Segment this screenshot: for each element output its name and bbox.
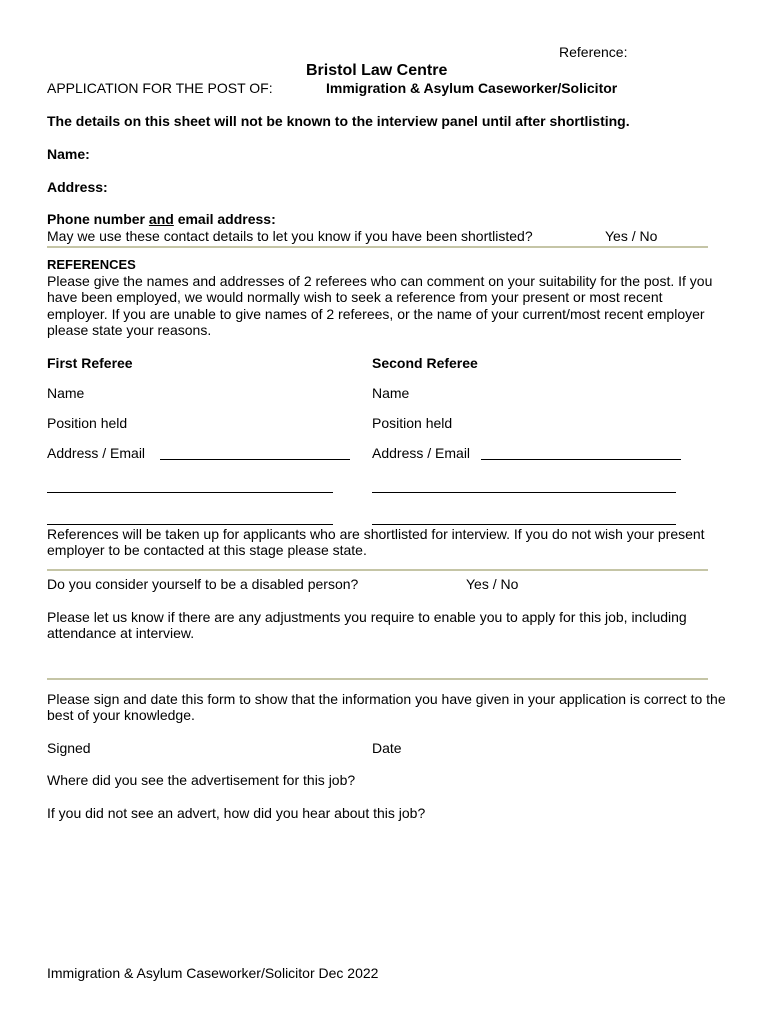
second-referee-position-label: Position held bbox=[372, 415, 453, 431]
second-referee-address-line-3[interactable] bbox=[372, 524, 676, 525]
phone-and: and bbox=[148, 211, 174, 227]
name-label: Name: bbox=[47, 146, 90, 162]
organisation-title: Bristol Law Centre bbox=[306, 62, 448, 79]
signed-label: Signed bbox=[47, 740, 91, 756]
second-referee-address-line-1[interactable] bbox=[481, 459, 681, 460]
advert-question: Where did you see the advertisement for this job? bbox=[47, 772, 356, 788]
section-divider bbox=[47, 569, 708, 571]
footer-text: Immigration & Asylum Caseworker/Solicitor Dec 2022 bbox=[47, 965, 379, 981]
phone-email-label bbox=[47, 211, 276, 227]
first-referee-address-label: Address / Email bbox=[47, 445, 146, 461]
second-referee-heading: Second Referee bbox=[372, 355, 478, 371]
post-title: Immigration & Asylum Caseworker/Solicitor bbox=[326, 80, 618, 96]
first-referee-address-line-1[interactable] bbox=[160, 459, 350, 460]
first-referee-address-line-3[interactable] bbox=[47, 524, 333, 525]
date-label: Date bbox=[372, 740, 402, 756]
phone-prefix: Phone number bbox=[47, 211, 146, 227]
first-referee-heading: First Referee bbox=[47, 355, 133, 371]
section-divider bbox=[47, 678, 708, 680]
declaration-text: Please sign and date this form to show that the information you have given in your application is correct to the best of your knowledge. bbox=[47, 691, 726, 724]
first-referee-name-label: Name bbox=[47, 385, 85, 401]
references-instructions: Please give the names and addresses of 2 referees who can comment on your suitability for the post. If you have been employed, we would normally wish to seek a reference from your present or most recent employer. If you are unable to give names of 2 referees, or the name of your current/most recent employer please state your reasons. bbox=[47, 273, 713, 338]
first-referee-position-label: Position held bbox=[47, 415, 128, 431]
contact-permission-yes-no[interactable]: Yes / No bbox=[605, 228, 658, 244]
contact-permission-question: May we use these contact details to let you know if you have been shortlisted? bbox=[47, 228, 533, 244]
confidentiality-notice: The details on this sheet will not be known to the interview panel until after shortlisting. bbox=[47, 113, 630, 129]
adjustments-text: Please let us know if there are any adjustments you require to enable you to apply for this job, including attendance at interview. bbox=[47, 609, 687, 642]
phone-suffix: email address: bbox=[177, 211, 276, 227]
reference-label: Reference: bbox=[559, 44, 628, 60]
section-divider bbox=[47, 246, 708, 248]
first-referee-address-line-2[interactable] bbox=[47, 492, 333, 493]
post-label: APPLICATION FOR THE POST OF: bbox=[47, 80, 273, 96]
address-label: Address: bbox=[47, 179, 108, 195]
second-referee-address-label: Address / Email bbox=[372, 445, 471, 461]
second-referee-address-line-2[interactable] bbox=[372, 492, 676, 493]
references-heading: REFERENCES bbox=[47, 257, 136, 272]
disability-question: Do you consider yourself to be a disabled person? bbox=[47, 576, 359, 592]
disability-yes-no[interactable]: Yes / No bbox=[466, 576, 519, 592]
hear-question: If you did not see an advert, how did you hear about this job? bbox=[47, 805, 426, 821]
second-referee-name-label: Name bbox=[372, 385, 410, 401]
references-note: References will be taken up for applicants who are shortlisted for interview. If you do not wish your present employer to be contacted at this stage please state. bbox=[47, 526, 705, 559]
